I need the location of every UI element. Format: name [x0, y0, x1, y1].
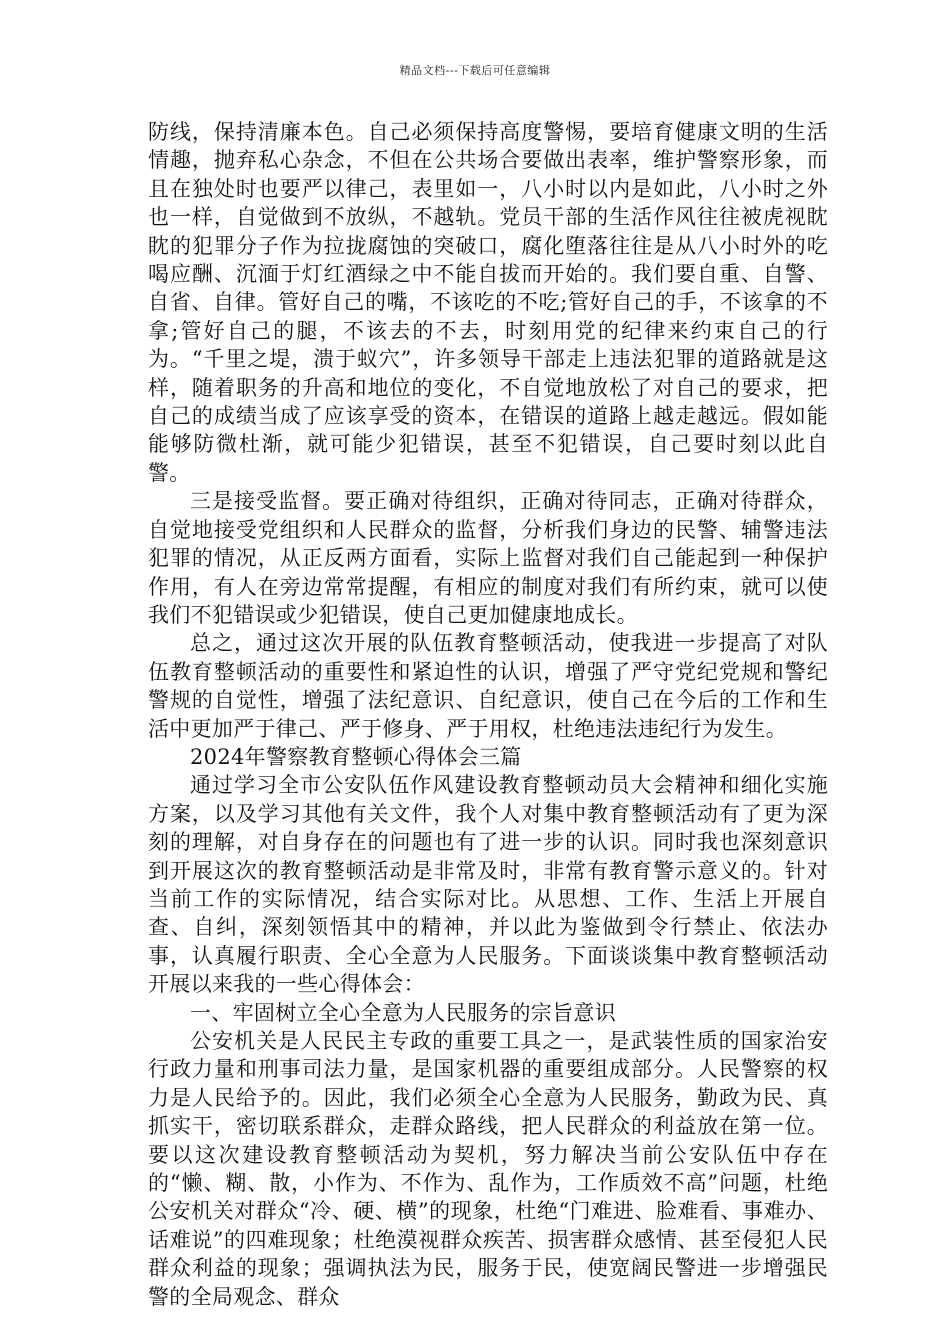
paragraph-4: 通过学习全市公安队伍作风建设教育整顿动员大会精神和细化实施方案，以及学习其他有关文件，我个人对集中教育整顿活动有了更为深刻的理解，对自身存在的问题也有了进一步的认识。同时我也深刻意识到开展这次的教育整顿活动是非常及时，非常有教育警示意义的。针对当前工作的实际情况，结合实际对比。从思想、工作、生活上开展自查、自纠，深刻领悟其中的精神，并以此为鉴做到令行禁止、依法办事，认真履行职责、全心全意为人民服务。下面谈谈集中教育整顿活动开展以来我的一些心得体会：	[148, 773, 828, 997]
section-title: 2024年警察教育整顿心得体会三篇	[190, 744, 522, 769]
subheading-1: 一、牢固树立全心全意为人民服务的宗旨意识	[190, 1000, 616, 1025]
document-body	[148, 118, 828, 1311]
paragraph-1: 防线，保持清廉本色。自己必须保持高度警惕，要培育健康文明的生活情趣，抛弃私心杂念，不但在公共场合要做出表率，维护警察形象，而且在独处时也要严以律己，表里如一，八小时以内是如此，八小时之外也一样，自觉做到不放纵，不越轨。党员干部的生活作风往往被虎视眈眈的犯罪分子作为拉拢腐蚀的突破口，腐化堕落往往是从八小时外的吃喝应酬、沉湎于灯红酒绿之中不能自拔而开始的。我们要自重、自警、自省、自律。管好自己的嘴，不该吃的不吃;管好自己的手，不该拿的不拿;管好自己的腿，不该去的不去，时刻用党的纪律来约束自己的行为。“千里之堤，溃于蚁穴”，许多领导干部走上违法犯罪的道路就是这样，随着职务的升高和地位的变化，不自觉地放松了对自己的要求，把自己的成绩当成了应该享受的资本，在错误的道路上越走越远。假如能能够防微杜渐，就可能少犯错误，甚至不犯错误，自己要时刻以此自警。	[148, 120, 828, 485]
page-header: 精品文档---下载后可任意编辑	[399, 64, 551, 77]
paragraph-5: 公安机关是人民民主专政的重要工具之一，是武装性质的国家治安行政力量和刑事司法力量，是国家机器的重要组成部分。人民警察的权力是人民给予的。因此，我们必须全心全意为人民服务，勤政为民、真抓实干，密切联系群众，走群众路线，把人民群众的利益放在第一位。要以这次建设教育整顿活动为契机，努力解决当前公安队伍中存在的“懒、糊、散，小作为、不作为、乱作为，工作质效不高”问题，杜绝公安机关对群众“冷、硬、横”的现象，杜绝“门难进、脸难看、事难办、话难说”的四难现象；杜绝漠视群众疾苦、损害群众感情、甚至侵犯人民群众利益的现象；强调执法为民，服务于民，使宽阔民警进一步增强民警的全局观念、群众	[148, 1029, 828, 1309]
paragraph-3: 总之，通过这次开展的队伍教育整顿活动，使我进一步提高了对队伍教育整顿活动的重要性和紧迫性的认识，增强了严守党纪党规和警纪警规的自觉性，增强了法纪意识、自纪意识，使自己在今后的工作和生活中更加严于律己、严于修身、严于用权，杜绝违法违纪行为发生。	[148, 631, 828, 741]
paragraph-2: 三是接受监督。要正确对待组织，正确对待同志，正确对待群众，自觉地接受党组织和人民群众的监督，分析我们身边的民警、辅警违法犯罪的情况，从正反两方面看，实际上监督对我们自己能起到一种保护作用，有人在旁边常常提醒，有相应的制度对我们有所约束，就可以使我们不犯错误或少犯错误，使自己更加健康地成长。	[148, 489, 828, 627]
